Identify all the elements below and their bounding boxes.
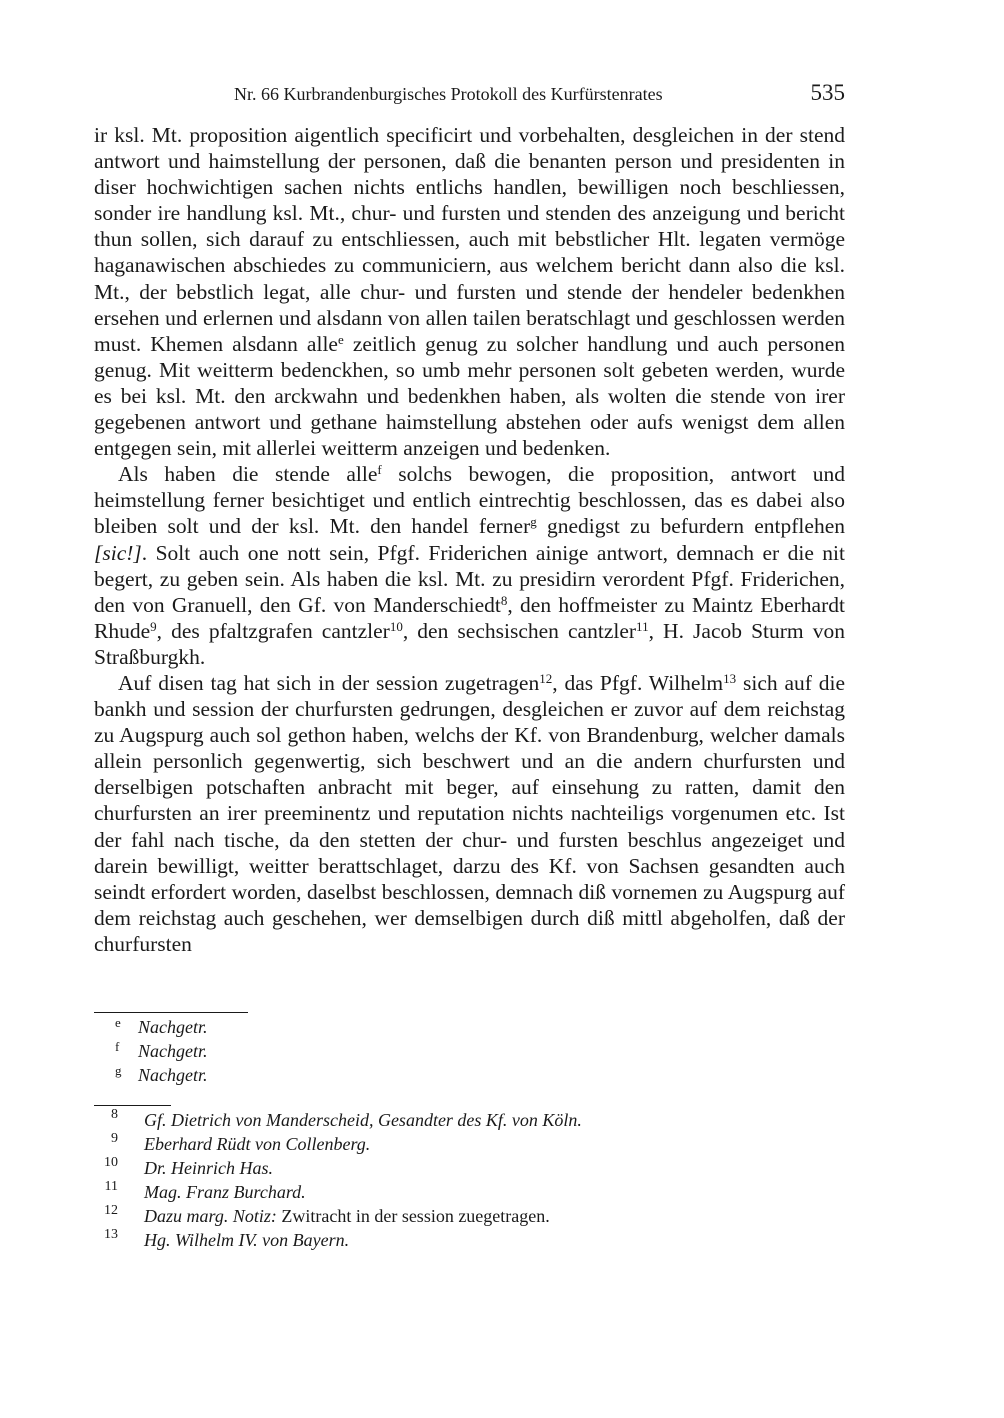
text-run: , den sechsischen cantzler bbox=[402, 618, 637, 643]
footnote-ref-11: 11 bbox=[636, 618, 649, 634]
paragraph-2 bbox=[94, 461, 845, 670]
text-run: zeitlich genug zu solcher handlung und auch personen genug. Mit weitterm bedenckhen, so umb mehr personen solt gebeten werden, wurde es bei ksl. Mt. den arckwahn und bedenkhen haben, als wolten die stende von irer gegebenen antwort und gethane haimstellung abstehen oder aufs wenigst dem allen entgegen sein, mit allerlei weitterm anzeigen und bedenken. bbox=[94, 331, 846, 461]
footnote-mark: g bbox=[115, 1063, 122, 1078]
footnote-mark: 13 bbox=[104, 1227, 118, 1242]
footnote-text: Mag. Franz Burchard. bbox=[144, 1182, 306, 1202]
footnote-mark: e bbox=[115, 1015, 121, 1030]
page-number: 535 bbox=[810, 80, 845, 105]
text-run: , den hoffmeister zu Maintz Eberhardt Rhude bbox=[94, 592, 845, 643]
footnote-text: Nachgetr. bbox=[138, 1017, 208, 1037]
footnote-mark: 10 bbox=[104, 1155, 118, 1170]
text-run: solchs bewogen, die proposition, antwort und heimstellung ferner besichtiget und entlich eintrechtig beschlossen, das es dabei also bleiben solt und der ksl. Mt. den handel ferner bbox=[94, 462, 845, 539]
text-run: Auf disen tag hat sich in der session zugetragen bbox=[118, 670, 540, 695]
footnote-ref-13: 13 bbox=[723, 670, 737, 686]
paragraph-3 bbox=[94, 670, 845, 957]
footnote-text: Nachgetr. bbox=[138, 1065, 208, 1085]
text-run: gnedigst zu befurdern entpflehen bbox=[536, 514, 845, 539]
sic-note: [sic!] bbox=[94, 540, 142, 565]
footnote-text: Eberhard Rüdt von Collenberg. bbox=[144, 1134, 371, 1154]
running-title: Nr. 66 Kurbrandenburgisches Protokoll des Kurfürstenrates bbox=[234, 84, 663, 104]
footnote-text bbox=[144, 1204, 550, 1228]
footnote-text: Hg. Wilhelm IV. von Bayern. bbox=[144, 1230, 350, 1250]
footnote-ref-12: 12 bbox=[539, 670, 553, 686]
main-text bbox=[94, 122, 845, 957]
footnote-text: Dr. Heinrich Has. bbox=[144, 1158, 273, 1178]
footnote-mark: 9 bbox=[111, 1131, 118, 1146]
text-run: , das Pfgf. Wilhelm bbox=[552, 670, 724, 695]
footnote-ref-f: f bbox=[377, 462, 382, 478]
footnote-mark: 8 bbox=[111, 1107, 118, 1122]
footnote-ref-9: 9 bbox=[150, 618, 157, 634]
page-header bbox=[94, 82, 845, 108]
text-run: ir ksl. Mt. proposition aigentlich specificirt und vorbehalten, desgleichen in der stend antwort und haimstellung der personen, daß die benanten person und presidenten in diser hochwichtigen sachen nichts entlichs handlen, bewilligen noch beschliessen, sonder ire handlung ksl. Mt., chur- und fursten und stenden des anzeigung und bericht thun sollen, sich darauf zu entschliessen, auch mit bebstlicher Hlt. legaten vermöge haganawischen abschiedes zu communiciern, aus welchem bericht dann also die ksl. Mt., der bebstlich legat, alle chur- und fursten und stende der hendeler bedenkhen ersehen und erlernen und alsdann von allen tailen beratschlagt und geschlossen werden must. Khemen alsdann alle bbox=[94, 123, 845, 356]
footnote-ref-8: 8 bbox=[500, 592, 508, 608]
footnote-ref-10: 10 bbox=[389, 618, 403, 634]
footnote-text-italic: Dazu marg. Notiz: bbox=[144, 1206, 277, 1226]
footnote-text: Nachgetr. bbox=[138, 1041, 208, 1061]
footnote-mark: 12 bbox=[104, 1203, 118, 1218]
text-run: , H. Jacob Sturm von Straßburgkh. bbox=[94, 618, 845, 669]
footnote-ref-e: e bbox=[337, 331, 344, 347]
text-run: . Solt auch one nott sein, Pfgf. Friderichen ainige antwort, demnach er die nit begert, zu geben sein. Als haben die ksl. Mt. zu presidirn verordent Pfgf. Friderichen, den von Granuell, den Gf. von Manderschiedt bbox=[94, 540, 845, 617]
text-run: sich auf die bankh und session der churfursten gedrungen, desgleichen er zuvor auf dem reichstag zu Augspurg auch sol gethon haben, welchs der Kf. von Brandenburg, welcher damals allein personlich gegenwertig, sich beschwert und an die andern churfursten und derselbigen potschaften anbracht mit beger, auf einsehung zu ratten, damit den churfursten an irer preeminentz und reputation nichts nachteiligs vorgenumen etc. Ist der fahl nach tische, da den stetten der chur- und fursten beschlus angezeiget und darein bewilligt, weitter berattschlaget, darzu des Kf. von Sachsen gesandten auch seindt erfordert worden, daselbst beschlossen, demnach diß vornemen zu Augspurg auf dem reichstag auch geschehen, wer demselbigen durch diß mittl abgeholfen, daß der churfursten bbox=[94, 670, 845, 956]
footnote-ref-g: g bbox=[530, 514, 537, 530]
footnote-text: Gf. Dietrich von Manderscheid, Gesandter des Kf. von Köln. bbox=[144, 1110, 582, 1130]
text-run: Als haben die stende alle bbox=[118, 462, 378, 487]
footnote-text-roman: Zwitracht in der session zuegetragen. bbox=[276, 1206, 550, 1226]
footnote-mark: 11 bbox=[104, 1179, 118, 1194]
footnote-mark: f bbox=[115, 1039, 120, 1054]
paragraph-1 bbox=[94, 122, 845, 461]
text-run: , des pfaltzgrafen cantzler bbox=[156, 618, 390, 643]
